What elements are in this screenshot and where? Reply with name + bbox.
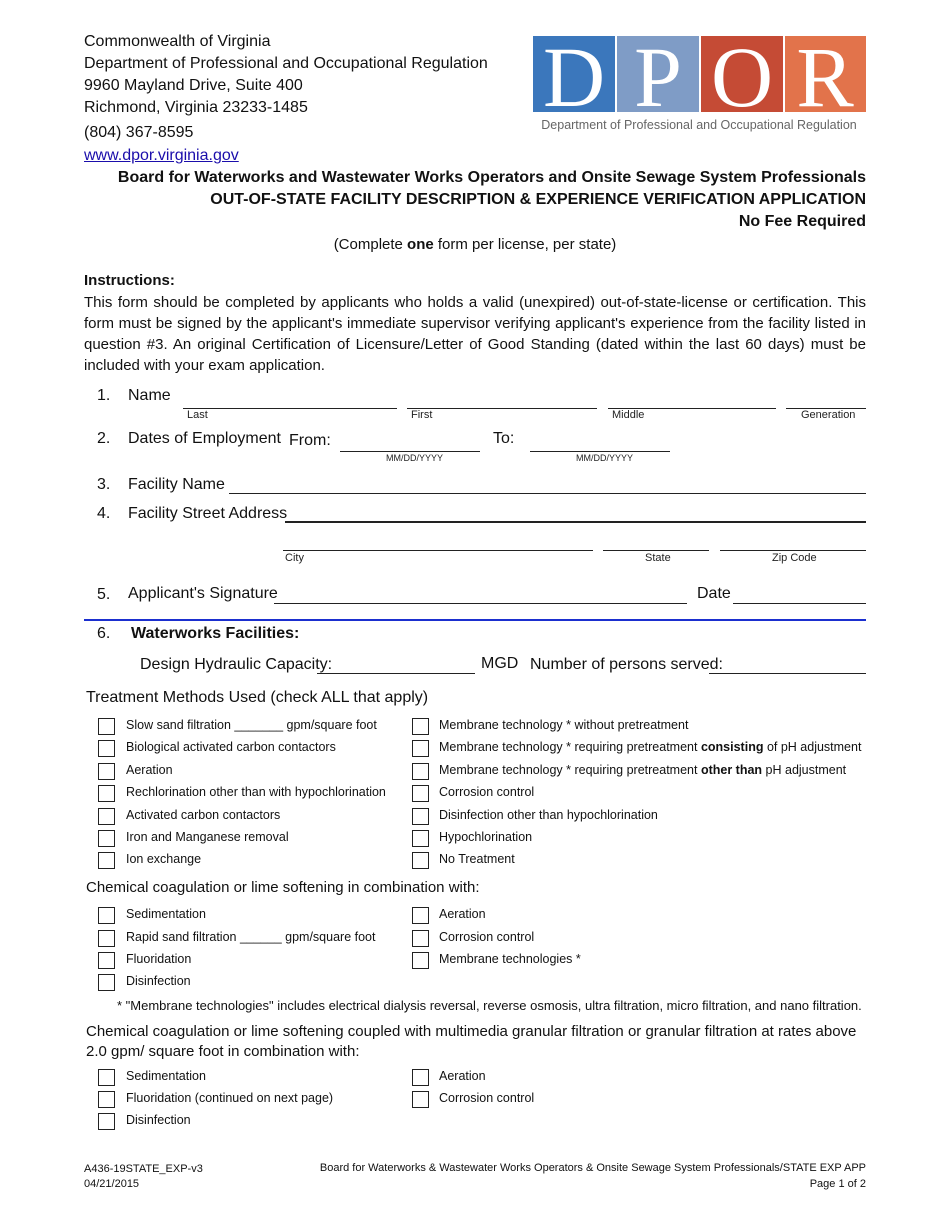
coag-disinfection-label: Disinfection (126, 974, 191, 988)
coag-fluoridation-label: Fluoridation (126, 952, 192, 966)
aeration-label: Aeration (126, 763, 173, 777)
activated-carbon-label: Activated carbon contactors (126, 808, 281, 822)
checkbox-membrane-no-pretreatment[interactable] (412, 718, 429, 735)
membrane-ph-adjustment-bold: consisting (700, 740, 764, 754)
from-date-field[interactable] (340, 451, 480, 452)
rapid-sand-label: Rapid sand filtration ______ gpm/square foot (126, 930, 376, 944)
mm-sedimentation-label: Sedimentation (126, 1069, 206, 1083)
name-label: Name (128, 387, 171, 404)
logo-letter-o: O (710, 36, 774, 125)
persons-field[interactable] (709, 673, 866, 674)
dates-label: Dates of Employment (128, 430, 281, 447)
last-sublabel: Last (187, 409, 208, 421)
first-name-field[interactable] (407, 408, 597, 409)
persons-label: Number of persons served: (530, 656, 723, 673)
checkbox-biological-carbon[interactable] (98, 740, 115, 757)
footer-date: 04/21/2015 (84, 1178, 140, 1190)
coag-aeration-label: Aeration (439, 907, 486, 921)
street-address: 9960 Mayland Drive, Suite 400 (84, 77, 303, 94)
corrosion-control-label: Corrosion control (439, 785, 535, 799)
complete-note-bold: one (407, 236, 434, 253)
mm-fluoridation-label: Fluoridation (continued on next page) (126, 1091, 334, 1105)
checkbox-mm-disinfection[interactable] (98, 1113, 115, 1130)
membrane-ph-adjustment-label (439, 740, 861, 754)
checkbox-coag-fluoridation[interactable] (98, 952, 115, 969)
state-sublabel: State (645, 552, 671, 564)
from-label: From: (289, 432, 331, 449)
membrane-other-pretreatment-bold: other than (700, 763, 763, 777)
phone-number: (804) 367-8595 (84, 124, 194, 141)
capacity-unit: MGD (481, 655, 519, 672)
checkbox-coag-sedimentation[interactable] (98, 907, 115, 924)
facility-name-field[interactable] (229, 493, 866, 494)
checkbox-disinfection-other[interactable] (412, 808, 429, 825)
waterworks-heading: Waterworks Facilities: (131, 625, 300, 642)
signature-date-field[interactable] (733, 603, 866, 604)
membrane-other-pretreatment-label (439, 763, 846, 777)
complete-note (0, 236, 950, 253)
facility-street-field[interactable] (285, 521, 866, 523)
signature-label: Applicant's Signature (128, 585, 278, 602)
treatment-heading: Treatment Methods Used (check ALL that apply) (86, 689, 429, 706)
q4-number: 4. (97, 505, 111, 522)
coag-membrane-label: Membrane technologies * (439, 952, 581, 966)
footer-page-number: Page 1 of 2 (809, 1178, 866, 1190)
footer-form-id: A436-19STATE_EXP-v3 (84, 1163, 203, 1175)
logo-letter-p: P (634, 36, 682, 125)
org-name: Commonwealth of Virginia (84, 33, 271, 50)
checkbox-coag-aeration[interactable] (412, 907, 429, 924)
state-field[interactable] (603, 550, 709, 551)
q5-number: 5. (97, 586, 111, 603)
first-sublabel: First (411, 409, 433, 421)
hypochlorination-label: Hypochlorination (439, 830, 533, 844)
q2-number: 2. (97, 430, 111, 447)
checkbox-mm-aeration[interactable] (412, 1069, 429, 1086)
signature-field[interactable] (274, 603, 687, 604)
checkbox-corrosion-control[interactable] (412, 785, 429, 802)
iron-manganese-label: Iron and Manganese removal (126, 830, 289, 844)
coagulation-heading: Chemical coagulation or lime softening in combination with: (86, 879, 480, 896)
checkbox-no-treatment[interactable] (412, 852, 429, 869)
checkbox-rechlorination[interactable] (98, 785, 115, 802)
zip-field[interactable] (720, 550, 866, 551)
signature-date-label: Date (697, 585, 731, 602)
capacity-field[interactable] (317, 673, 475, 674)
checkbox-mm-fluoridation[interactable] (98, 1091, 115, 1108)
footer-board: Board for Waterworks & Wastewater Works Operators & Onsite Sewage System Professionals/STATE EXP APP (319, 1162, 866, 1174)
membrane-ph-adjustment-pre: Membrane technology * requiring pretreatment (439, 740, 701, 754)
board-title: Board for Waterworks and Wastewater Works Operators and Onsite Sewage System Professionals (117, 169, 866, 186)
logo-letter-r: R (796, 36, 854, 125)
slow-sand-label: Slow sand filtration _______ gpm/square foot (126, 718, 377, 732)
q1-number: 1. (97, 387, 111, 404)
dpor-logo (533, 36, 866, 136)
multimedia-heading: Chemical coagulation or lime softening coupled with multimedia granular filtration or granular filtration at rates above 2.0 gpm/ square foot in combination with: (86, 1023, 857, 1060)
last-name-field[interactable] (183, 408, 397, 409)
form-title: OUT-OF-STATE FACILITY DESCRIPTION & EXPERIENCE VERIFICATION APPLICATION (210, 191, 866, 208)
city-field[interactable] (283, 550, 593, 551)
checkbox-ion-exchange[interactable] (98, 852, 115, 869)
to-date-format: MM/DD/YYYY (576, 453, 634, 463)
checkbox-rapid-sand[interactable] (98, 930, 115, 947)
facility-name-label: Facility Name (128, 476, 225, 493)
mm-corrosion-label: Corrosion control (439, 1091, 535, 1105)
ion-exchange-label: Ion exchange (126, 852, 202, 866)
membrane-footnote: * "Membrane technologies" includes electrical dialysis reversal, reverse osmosis, ultra filtration, micro filtration, and nano filtration. (117, 998, 862, 1013)
logo-caption: Department of Professional and Occupational Regulation (541, 118, 857, 132)
facility-address-label: Facility Street Address (128, 505, 288, 522)
instructions-text: This form should be completed by applicants who holds a valid (unexpired) out-of-state-license or certification. This form must be signed by the applicant's immediate supervisor verifying applicant's experience from the facility listed in question #3. An original Certification of Licensure/Letter of Good Standing (dated within the last 60 days) must be included with your exam application. (84, 294, 866, 374)
checkbox-aeration[interactable] (98, 763, 115, 780)
checkbox-coag-disinfection[interactable] (98, 974, 115, 991)
to-date-field[interactable] (530, 451, 670, 452)
checkbox-coag-membrane[interactable] (412, 952, 429, 969)
membrane-other-pretreatment-pre: Membrane technology * requiring pretreatment (439, 763, 701, 777)
website-link[interactable]: www.dpor.virginia.gov (84, 147, 239, 164)
rechlorination-label: Rechlorination other than with hypochlorination (126, 785, 386, 799)
mm-disinfection-label: Disinfection (126, 1113, 191, 1127)
membrane-ph-adjustment-post: of pH adjustment (763, 740, 862, 754)
checkbox-membrane-ph-adjustment[interactable] (412, 740, 429, 757)
complete-note-pre: (Complete (333, 236, 408, 253)
biological-carbon-label: Biological activated carbon contactors (126, 740, 336, 754)
checkbox-iron-manganese[interactable] (98, 830, 115, 847)
checkbox-mm-corrosion[interactable] (412, 1091, 429, 1108)
checkbox-membrane-other-pretreatment[interactable] (412, 763, 429, 780)
to-label: To: (493, 430, 515, 447)
department-name: Department of Professional and Occupational Regulation (84, 55, 488, 72)
checkbox-coag-corrosion[interactable] (412, 930, 429, 947)
mm-aeration-label: Aeration (439, 1069, 486, 1083)
city-sublabel: City (285, 552, 304, 564)
membrane-no-pretreatment-text: Membrane technology * without pretreatment (439, 718, 689, 732)
city-state-zip: Richmond, Virginia 23233-1485 (84, 99, 308, 116)
coag-corrosion-label: Corrosion control (439, 930, 535, 944)
checkbox-activated-carbon[interactable] (98, 808, 115, 825)
checkbox-slow-sand[interactable] (98, 718, 115, 735)
coag-sedimentation-label: Sedimentation (126, 907, 206, 921)
q3-number: 3. (97, 476, 111, 493)
middle-sublabel: Middle (612, 409, 645, 421)
zip-sublabel: Zip Code (772, 552, 817, 564)
generation-sublabel: Generation (801, 409, 856, 421)
section-divider (84, 619, 866, 621)
complete-note-post: form per license, per state) (433, 236, 617, 253)
instructions-heading: Instructions: (84, 272, 175, 289)
checkbox-hypochlorination[interactable] (412, 830, 429, 847)
membrane-other-pretreatment-post: pH adjustment (762, 763, 847, 777)
capacity-label: Design Hydraulic Capacity: (140, 656, 333, 673)
q6-number: 6. (97, 625, 111, 642)
fee-note: No Fee Required (738, 213, 866, 230)
checkbox-mm-sedimentation[interactable] (98, 1069, 115, 1086)
no-treatment-label: No Treatment (439, 852, 515, 866)
membrane-no-pretreatment-label (439, 718, 688, 732)
disinfection-other-label: Disinfection other than hypochlorination (439, 808, 658, 822)
logo-letter-d: D (542, 36, 606, 125)
from-date-format: MM/DD/YYYY (386, 453, 444, 463)
